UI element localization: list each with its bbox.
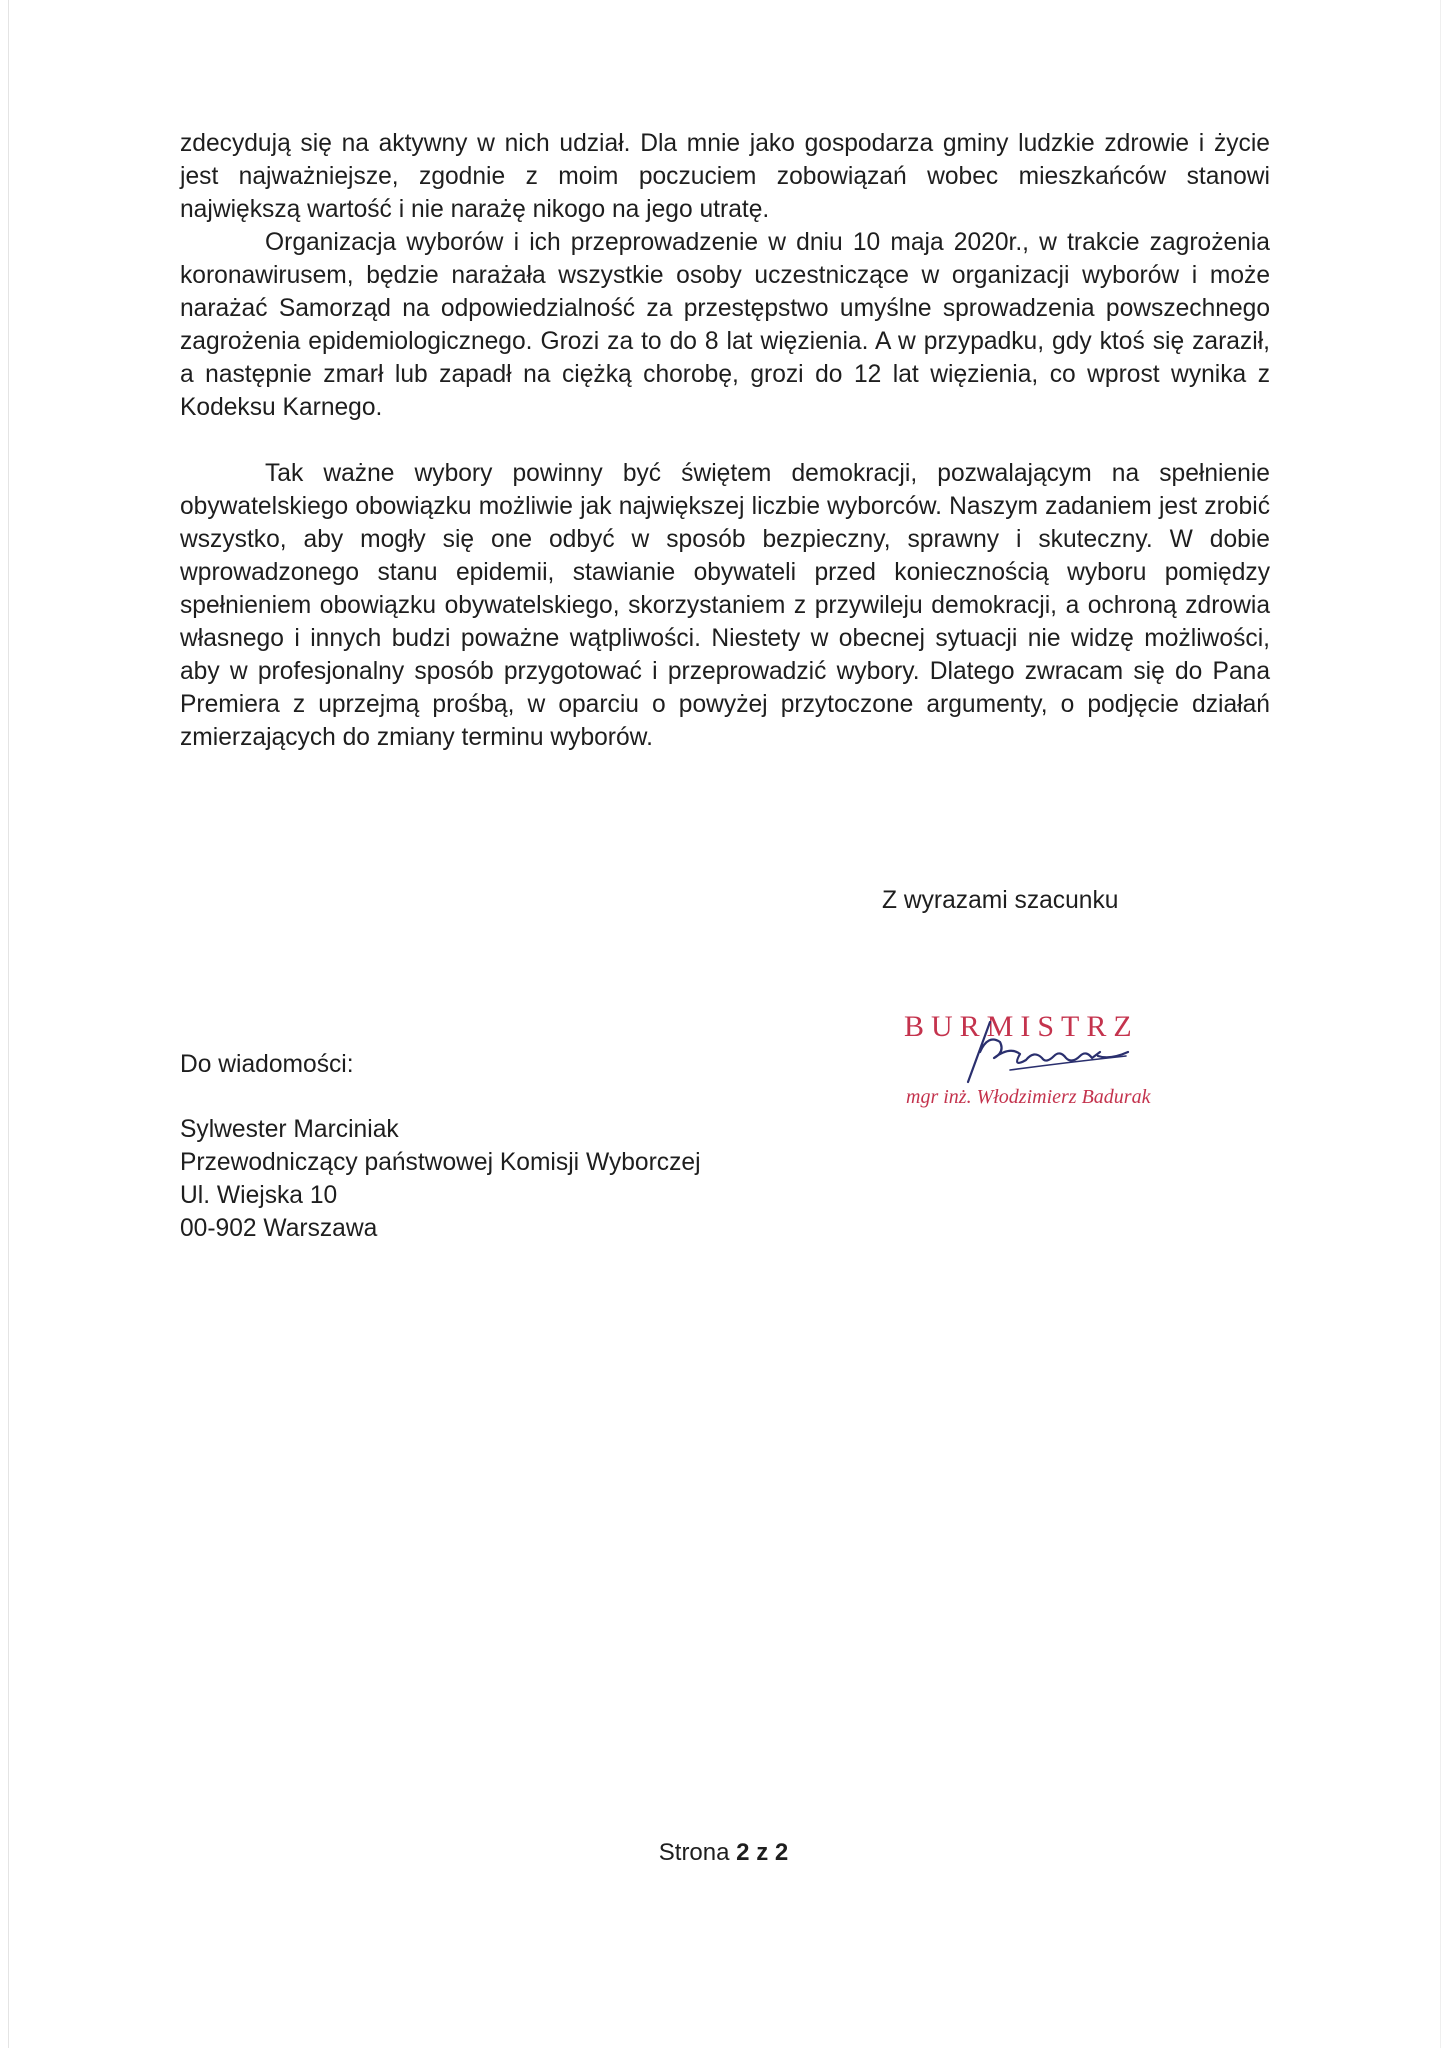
- closing-salutation: Z wyrazami szacunku: [882, 887, 1119, 914]
- page-current: 2: [736, 1839, 750, 1866]
- paragraph: zdecydują się na aktywny w nich udział. Dla mnie jako gospodarza gminy ludzkie zdrowie i życie jest najważniejsze, zgodnie z moim poczuciem zobowiązań wobec mieszkańców stanowi największą wartość i nie narażę nikogo na jego utratę.: [180, 130, 1270, 223]
- page-prefix: Strona: [658, 1839, 730, 1866]
- scan-edge: [8, 0, 9, 2048]
- page-total: 2: [774, 1839, 789, 1866]
- recipient-line: Ul. Wiejska 10: [180, 1182, 338, 1209]
- recipient-line: 00-902 Warszawa: [180, 1215, 378, 1242]
- paragraph: Organizacja wyborów i ich przeprowadzenie w dniu 10 maja 2020r., w trakcie zagrożenia koronawirusem, będzie narażała wszystkie osoby uczestniczące w organizacji wyborów i może narażać Samorząd na odpowiedzialność za przestępstwo umyślne sprowadzenia powszechnego zagrożenia epidemiologicznego. Grozi za to do 8 lat więzienia. A w przypadku, gdy ktoś się zaraził, a następnie zmarł lub zapadł na ciężką chorobę, grozi do 12 lat więzienia, co wprost wynika z Kodeksu Karnego.: [180, 229, 1270, 421]
- official-stamp: [900, 1010, 1190, 1120]
- page-number: [0, 1839, 1447, 1867]
- cc-recipient: [180, 1113, 701, 1245]
- cc-label: Do wiadomości:: [180, 1051, 354, 1078]
- recipient-line: Sylwester Marciniak: [180, 1116, 399, 1143]
- scan-edge: [1440, 0, 1441, 2048]
- handwritten-signature: [950, 1012, 1150, 1092]
- stamp-name: mgr inż. Włodzimierz Badurak: [906, 1086, 1151, 1108]
- stamp-title: BURMISTRZ: [904, 1010, 1139, 1043]
- page-separator: z: [756, 1839, 769, 1866]
- paragraph: Tak ważne wybory powinny być świętem demokracji, pozwalającym na spełnienie obywatelskiego obowiązku możliwie jak największej liczbie wyborców. Naszym zadaniem jest zrobić wszystko, aby mogły się one odbyć w sposób bezpieczny, sprawny i skuteczny. W dobie wprowadzonego stanu epidemii, stawianie obywateli przed koniecznością wyboru pomiędzy spełnieniem obowiązku obywatelskiego, skorzystaniem z przywileju demokracji, a ochroną zdrowia własnego i innych budzi poważne wątpliwości. Niestety w obecnej sytuacji nie widzę możliwości, aby w profesjonalny sposób przygotować i przeprowadzić wybory. Dlatego zwracam się do Pana Premiera z uprzejmą prośbą, w oparciu o powyżej przytoczone argumenty, o podjęcie działań zmierzających do zmiany terminu wyborów.: [180, 460, 1270, 751]
- letter-body: [180, 127, 1270, 754]
- recipient-line: Przewodniczący państwowej Komisji Wyborczej: [180, 1149, 701, 1176]
